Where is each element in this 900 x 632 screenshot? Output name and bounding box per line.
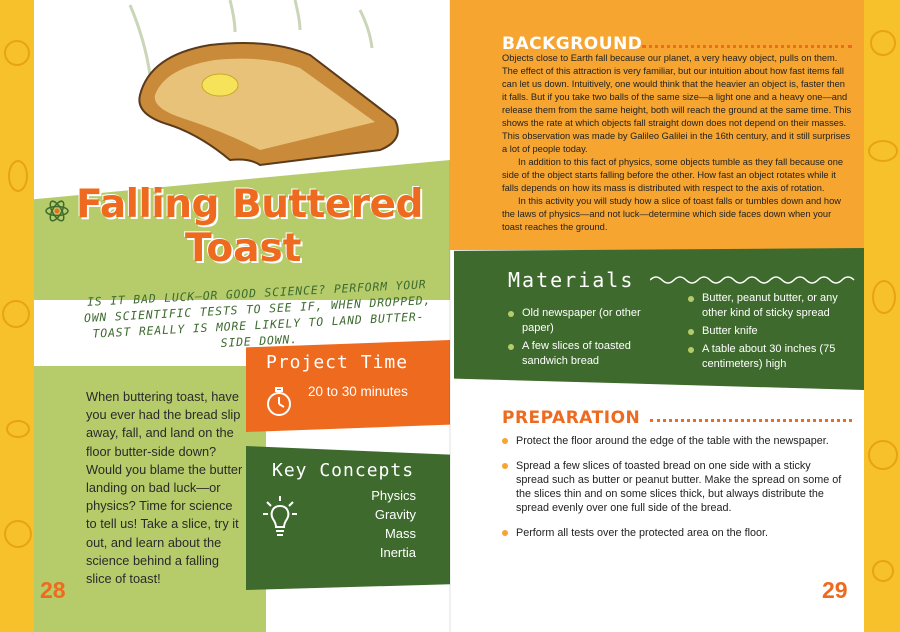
key-concept-item: Physics (371, 488, 416, 503)
preparation-item: Spread a few slices of toasted bread on one side with a sticky spread such as butter or peanut butter. Make the spread on some of the slices thin and on some slices thick, but always distribute the spread evenly over one full side of the bread. (502, 459, 842, 515)
materials-column-2 (688, 291, 838, 375)
key-concept-item: Inertia (379, 545, 416, 560)
background-paragraph: In this activity you will study how a slice of toast falls or tumbles down and how the laws of physics—and not luck—determine which side faces down when your toast reaches the ground. (502, 196, 841, 232)
materials-heading: Materials (508, 268, 635, 292)
materials-item: Butter, peanut butter, or any other kind of sticky spread (688, 291, 838, 321)
atom-icon (44, 198, 70, 224)
left-decorative-border (0, 0, 34, 632)
toast-illustration (110, 0, 410, 175)
materials-item: Old newspaper (or other paper) (508, 306, 658, 336)
preparation-heading: PREPARATION (502, 408, 641, 428)
background-paragraph: In addition to this fact of physics, some objects tumble as they fall because one side of the object starts falling before the other. How fast an object rotates while it falls depends on how its mass is distributed with respect to the axis of rotation. (502, 157, 844, 193)
materials-item: A few slices of toasted sandwich bread (508, 339, 658, 369)
materials-item: Butter knife (688, 324, 838, 339)
materials-column-1 (508, 306, 658, 372)
key-concepts-heading: Key Concepts (272, 460, 415, 481)
preparation-heading-dots (650, 419, 852, 422)
key-concept-item: Mass (384, 526, 416, 541)
page-title-line1: Falling Buttered (76, 182, 423, 227)
key-concept-item: Gravity (374, 507, 416, 522)
butter-pat (202, 74, 238, 96)
right-decorative-border (864, 0, 900, 632)
project-time-value: 20 to 30 minutes (308, 384, 408, 399)
page-number-left: 28 (40, 577, 66, 603)
background-heading: BACKGROUND (502, 34, 643, 54)
preparation-item: Protect the floor around the edge of the table with the newspaper. (502, 434, 842, 448)
page-title-line2: Toast (185, 226, 302, 271)
subtitle: IS IT BAD LUCK—OR GOOD SCIENCE? PERFORM YOUR OWN SCIENTIFIC TESTS TO SEE IF, WHEN DROPPED, TOAST REALLY IS MORE LIKELY TO LAND BUTTER-SIDE DOWN. (83, 277, 432, 350)
page-number-right: 29 (822, 577, 848, 603)
intro-text: When buttering toast, have you ever had the bread slip away, fall, and land on the floor butter-side down? Would you blame the butter landing on bad luck—or physics? Time for science to tell us! Take a slice, try it out, and learn about the science behind a falling slice of toast! (86, 389, 243, 587)
preparation-list (502, 434, 842, 551)
background-text (502, 52, 852, 234)
stopwatch-icon (264, 386, 294, 418)
background-paragraph: Objects close to Earth fall because our planet, a very heavy object, pulls on them. The effect of this attraction is very familiar, but our intuition about how fast items fall can let us down. Intuitively, one would think that the heavier an object is, faster then it falls. But if you take two balls of the same size—a light one and a heavy one—and release them from the same height, both will reach the ground at the same time. This shows the rate at which objects fall straight down does not depend on their masses. This observation was made by Galileo Galilei in the 16th century, and it still surprises a lot of people today. (502, 53, 852, 154)
preparation-item: Perform all tests over the protected area on the floor. (502, 526, 842, 540)
lightbulb-icon (262, 494, 298, 542)
materials-wavy-line (650, 274, 855, 286)
materials-item: A table about 30 inches (75 centimeters) high (688, 342, 838, 372)
key-concepts-list (336, 486, 416, 562)
project-time-heading: Project Time (266, 352, 409, 373)
background-heading-dots (642, 45, 852, 48)
